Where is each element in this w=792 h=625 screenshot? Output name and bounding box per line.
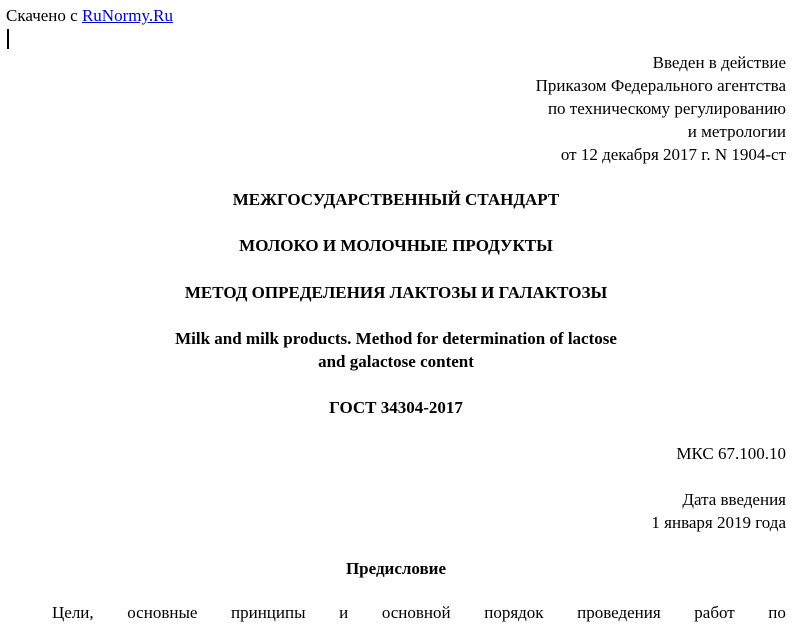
title-en-line2: and galactose content — [318, 352, 474, 371]
approval-line: Введен в действие — [652, 53, 786, 72]
source-prefix: Скачено с — [6, 6, 78, 25]
preface-word: Цели, — [52, 603, 94, 622]
preface-paragraph — [52, 601, 786, 624]
preface-word: порядок — [484, 603, 544, 622]
preface-word: основной — [381, 603, 451, 622]
preface-heading: Предисловие — [345, 559, 447, 578]
title-ru-line2: МЕТОД ОПРЕДЕЛЕНИЯ ЛАКТОЗЫ И ГАЛАКТОЗЫ — [184, 283, 608, 302]
mks-code: МКС 67.100.10 — [676, 444, 786, 463]
approval-block — [536, 51, 786, 166]
preface-word: и — [339, 603, 349, 622]
text-cursor — [7, 29, 9, 49]
intro-date-label: Дата введения — [682, 490, 786, 509]
source-line — [6, 6, 173, 26]
approval-line: по техническому регулированию — [547, 99, 786, 118]
intro-date-value: 1 января 2019 года — [651, 513, 786, 532]
title-ru-line1: МОЛОКО И МОЛОЧНЫЕ ПРОДУКТЫ — [239, 236, 553, 255]
approval-line: Приказом Федерального агентства — [535, 76, 786, 95]
standard-type: МЕЖГОСУДАРСТВЕННЫЙ СТАНДАРТ — [232, 190, 560, 209]
title-en-line1: Milk and milk products. Method for determination of lactose — [175, 329, 617, 348]
preface-word: работ — [694, 603, 735, 622]
standard-number: ГОСТ 34304-2017 — [329, 398, 463, 417]
preface-word: принципы — [231, 603, 306, 622]
approval-line: от 12 декабря 2017 г. N 1904-ст — [560, 145, 786, 164]
approval-line: и метрологии — [687, 122, 786, 141]
preface-word: по — [768, 603, 786, 622]
source-link[interactable]: RuNormy.Ru — [81, 6, 173, 25]
preface-word: основные — [127, 603, 198, 622]
preface-word: проведения — [577, 603, 661, 622]
